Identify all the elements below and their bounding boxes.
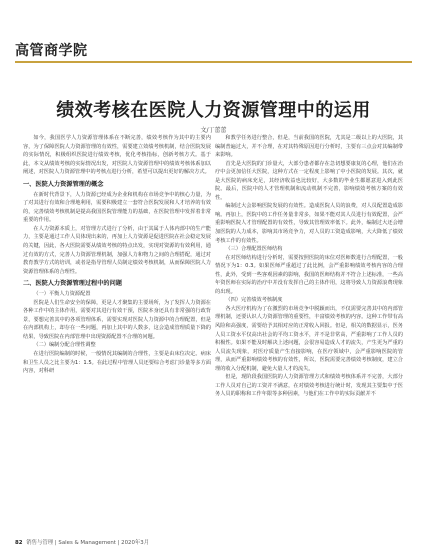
section-heading: 二、医院人力资源管理过程中的问题 [23,280,122,288]
section-heading: 一、医院人力资源管理的概念 [23,180,104,188]
section-header: 高管商学院 [15,43,88,59]
subsection-heading: （四）完善绩效考核制度 [225,297,283,304]
paragraph: 首先是大医院的门诊量大，大部分患者都存在急切想要康复的心理，他们在治疗中会更加信任大医院，这种方式在一定程度上影响了中小医院的发展。其次，就是大医院的病床充足，其经济收益也比较好，大多数的毕业生都愿意进入到此医院。最后，医院中的人才管理机制和流动机制不完善，影响绩效考核方案的有效性。 [215,160,403,201]
paragraph: 在新时代背景下，人力资源已经成为企业和机构在市场竞争中的核心力量，为了对其进行有效和合理地利用，需要积极建立一套符合医院发展和人才培养的有效的，完善绩效考核机制是提高我国医院管理能力的基础，在医院管理中发挥着非常重要的作用。 [23,191,211,224]
paragraph: 如今，我国医学人力资源管理体系在不断完善，绩效考核作为其中的主要内容，为了保障医院人力资源管理的有效性，需要建立效绩考核机制，结合医院发展的实际情况，积极组织医院进行绩效考核，优化考核指标，创新考核方式。基于此，本文从绩效考核的实际情况出发，对医院人力资源管理中的绩效考核体系加以阐述，对医院人力资源管理中的考核点进行分析，希望可以提出更好的解决方式。 [23,135,211,176]
paragraph: 在进行医院编制的时候，一般情况其编制的合理性，主要是由床位决定。病床和卫生人员之比主要为1：1.5。在此过程中管理人员还要综合考虑门诊量等多方面内容，对科研 [23,351,211,375]
paragraph: 在人力资源本质上，对管理方式进行了分析，由于其属于人体内部中的生产能力，主要是通过工作人员体现出来的，再加上人力资源是促进医院在社会稳定发展的关键，因此，各大医院需要从绩效考核的特点出发，实现对资源的有效利用，通过有效的方式，完善人力资源管理机制，加强人力和物力之间的合理搭配，通过对教育教学方式的培训，或者是指导管理人员制定绩效考核机制，从而保障医院人力资源管理体系的合理性。 [23,225,211,275]
top-margin [0,0,427,34]
paragraph: 在对医师结构进行分析时，需要按照医院的床位对医师数进行合理配置，一般情况下为1：0.3。如果医师严重超过了此比例，会严重影响绩效考核内容的合理性，此外，受到一些客观因素的影响，我国的医师结构并不符合上述标准，一些高年资医师在实际的治疗中并没有发挥自己的主体作用，这将导致人力资源浪费现象的出现。 [215,254,403,295]
subsection-heading: （三）合理配置医师结构 [225,246,283,253]
right-column [215,134,403,399]
page-footer [15,538,149,546]
subsection-heading: （二）编制分配合理性调整 [33,342,96,349]
paragraph: 各大医疗机构为了在激烈的市场竞争中脱颖而出，不仅需要完善其中的内部管理机制，还要认识人力资源管理的重要性，丰富绩效考核的内容。这种工作带有高风险和高强度，需要给予其相对应的正常收入回报。但是，相关的数据显示，医务人员工资水平仅高出社会的平均工资水平，并不是非常高，严重影响了工作人员的积极性。如果不能及时解决上述问题，会很容易造成人才的流失，产生更为严重的人员流失现象，对医疗质量产生直接影响，在医疗领域中，会严重影响医院的管理，从而严重影响绩效考核的有效性，所以，医院需要完善绩效考核制度，建立合理的收入分配机制，避免大量人才的流失。 [215,305,403,372]
journal-info: 销售与管理 | Sales & Management | 2020年3月 [26,540,150,546]
subsection-heading: （一）平衡人力资源配置 [33,291,91,298]
page-number: 82 [15,540,23,546]
paragraph: 医院是人们生命安全的保障，更是人才聚集的主要场所，为了发挥人力资源在各种工作中的主体作用，需要对其进行有效干预，医院本身还具有非常强的行政背景，要想完善其中的各项管理体系，需要实现对医院人力资源中的合理配置，但是在内部机构上，却存在一些问题，再加上其中的人数多，这会造成管理质量下降的结果，导致医院在内部管理中出现资源配置不合理的问题。 [23,299,211,340]
paragraph: 和教学任务进行整合，但是，当前我国的医院，尤其是二级以上的大医院，其编制普遍过大，并不合理，在对其特殊原因进行分析时，主要有三点会对其编制带来影响。 [215,135,403,159]
left-column [23,134,211,376]
article-author: 文/丁蕾蕾 [200,127,227,134]
section-divider [15,61,412,63]
paragraph: 编制过大会影响医院发展的有效性。造成医院人员的浪费，对人员配置造成影响。再加上，医院中的工作任务量非常多，如果不能对其人员进行有效配置，会严重影响医院人才管理配置的有效性，导致其管理效率低下。此外，编制过大还会增加医院的人力成本，影响其市场竞争力，对人员的工资造成影响，大大降低了绩效考核工作的有效性。 [215,203,403,244]
article-title: 绩效考核在医院人力资源管理中的运用 [56,100,371,121]
paragraph: 但是，现阶段我国医院的人力资源管理方式和绩效考核体系并不完善，大部分工作人员对自己的工资并不满意，在对绩效考核进行统计时，发现其主要集中于医务人员的职称和工作年限等多种因素，与他们在工作中的实际贡献并不 [215,374,403,398]
